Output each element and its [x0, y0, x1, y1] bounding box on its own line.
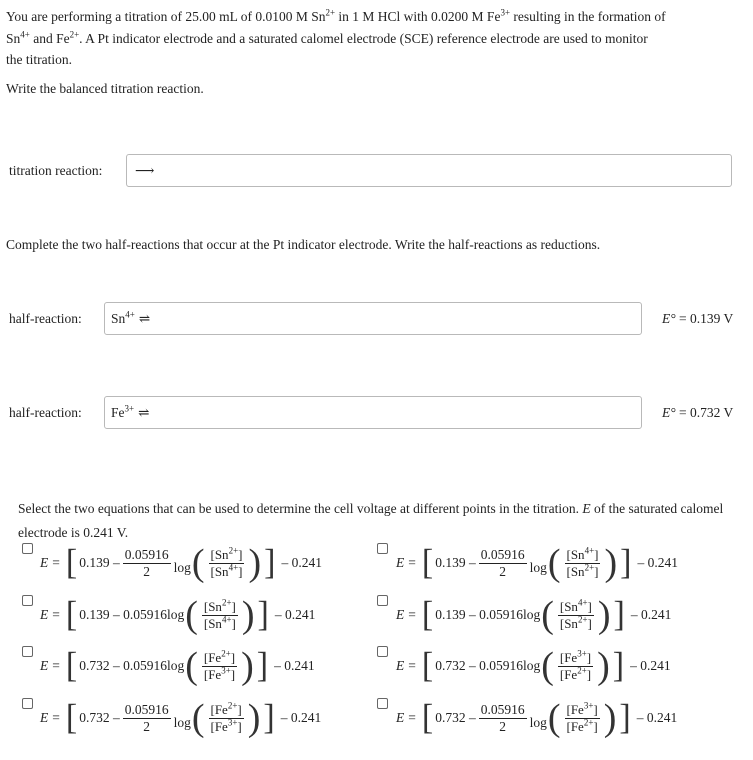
right-bracket: ] — [263, 698, 275, 737]
equation-sce-term: – 0.241 — [281, 555, 322, 570]
equation-e-symbol: E — [396, 607, 405, 622]
equation-equals: = — [52, 658, 60, 673]
left-bracket: [ — [65, 646, 78, 685]
equation-option-6[interactable] — [396, 643, 671, 689]
denominator-charge: 3+ — [221, 665, 231, 676]
half-reaction-2-input[interactable] — [104, 396, 642, 429]
equation-sce-term: – 0.241 — [274, 658, 315, 673]
concentration-numerator: $[Sn^{4+}]$ — [566, 545, 599, 562]
equation-option-4-checkbox[interactable] — [377, 595, 388, 606]
numerator-charge: 4+ — [577, 597, 588, 608]
equilibrium-arrow-icon: ⇌ — [138, 404, 150, 420]
equation-e-symbol: E — [396, 710, 405, 725]
select-equations-instructions: Select the two equations that can be used to determine the cell voltage at different points in the titration. E of the saturated calomel electrode is 0.241 V. — [18, 501, 724, 540]
left-paren: ( — [185, 645, 198, 687]
titration-reaction-label: titration reaction: — [9, 163, 103, 178]
equation-e-symbol: E — [40, 710, 49, 725]
concentration-numerator: $[Fe^{2+}]$ — [203, 648, 236, 665]
denominator-charge: 2+ — [583, 717, 594, 728]
right-paren: ) — [247, 697, 261, 739]
equation-option-3[interactable] — [40, 592, 315, 638]
half-reaction-1-label: half-reaction: — [9, 311, 82, 326]
half-reaction-2-label: half-reaction: — [9, 405, 82, 420]
equation-coefficient-fraction — [479, 547, 527, 580]
equation-sce-term: – 0.241 — [637, 555, 678, 570]
reaction-arrow-icon: ⟶ — [135, 162, 155, 178]
half-reaction-1-standard-potential: E° = 0.139 V — [662, 311, 734, 326]
concentration-denominator: $[Sn^{4+}]$ — [203, 614, 236, 631]
concentration-numerator: $[Fe^{3+}]$ — [566, 700, 598, 717]
concentration-denominator: $[Fe^{2+}]$ — [566, 717, 598, 734]
equation-equals: = — [408, 607, 416, 622]
equation-standard-term: 0.139 – 0.05916log — [435, 607, 541, 622]
equation-coefficient-fraction — [123, 702, 171, 735]
equation-option-5-checkbox[interactable] — [22, 646, 33, 657]
coefficient-denominator: 2 — [143, 718, 151, 734]
coefficient-numerator: 0.05916 — [480, 701, 525, 717]
right-paren: ) — [604, 542, 618, 584]
numerator-charge: 3+ — [583, 700, 594, 711]
concentration-numerator: $[Sn^{4+}]$ — [559, 597, 592, 614]
left-bracket: [ — [65, 698, 78, 737]
left-bracket: [ — [421, 543, 434, 582]
concentration-ratio — [202, 650, 237, 683]
equation-standard-term: 0.139 – 0.05916log — [79, 607, 185, 622]
equation-option-8[interactable] — [396, 695, 677, 741]
concentration-denominator: $[Fe^{3+}]$ — [203, 665, 236, 682]
equation-log: log — [173, 560, 191, 575]
equation-log: log — [529, 560, 547, 575]
right-bracket: ] — [612, 646, 625, 685]
half-reaction-2-standard-potential: E° = 0.732 V — [662, 405, 734, 420]
concentration-ratio — [202, 599, 238, 632]
question-balanced-reaction: Write the balanced titration reaction. — [6, 81, 204, 96]
intro-line-3: the titration. — [6, 52, 72, 67]
equation-sce-term: – 0.241 — [280, 710, 322, 725]
problem-statement — [6, 6, 741, 71]
equation-e-symbol: E — [40, 607, 49, 622]
right-bracket: ] — [613, 595, 625, 634]
equation-option-6-checkbox[interactable] — [377, 646, 388, 657]
numerator-charge: 2+ — [221, 648, 231, 659]
equation-equals: = — [408, 555, 416, 570]
left-bracket: [ — [65, 543, 78, 582]
equation-log: log — [173, 715, 191, 730]
numerator-charge: 3+ — [577, 648, 587, 659]
equation-option-3-checkbox[interactable] — [22, 595, 33, 606]
equation-standard-term: 0.732 – 0.05916log — [79, 658, 185, 673]
left-bracket: [ — [65, 595, 78, 634]
concentration-ratio — [209, 547, 245, 580]
right-bracket: ] — [264, 543, 276, 582]
concentration-numerator: $[Fe^{3+}]$ — [559, 648, 592, 665]
concentration-ratio — [565, 547, 601, 580]
question-half-reactions: Complete the two half-reactions that occur at the Pt indicator electrode. Write the half-reactions as reductions. — [6, 237, 601, 252]
equation-option-7-checkbox[interactable] — [22, 698, 33, 709]
equation-equals: = — [52, 710, 60, 725]
right-bracket: ] — [256, 646, 269, 685]
equation-log: log — [529, 715, 547, 730]
denominator-charge: 3+ — [227, 717, 238, 728]
right-bracket: ] — [619, 698, 631, 737]
right-paren: ) — [241, 594, 255, 636]
right-paren: ) — [597, 594, 611, 636]
coefficient-denominator: 2 — [499, 718, 507, 734]
numerator-charge: 4+ — [584, 545, 595, 556]
equation-option-2[interactable] — [396, 540, 678, 586]
equation-coefficient-fraction — [479, 702, 527, 735]
right-paren: ) — [241, 645, 254, 687]
left-bracket: [ — [421, 646, 434, 685]
denominator-charge: 4+ — [221, 614, 232, 625]
equation-e-symbol: E — [40, 555, 49, 570]
equation-equals: = — [408, 658, 416, 673]
equilibrium-arrow-icon: ⇌ — [138, 310, 151, 326]
coefficient-denominator: 2 — [143, 563, 151, 579]
left-paren: ( — [185, 594, 198, 636]
equation-option-1[interactable] — [40, 540, 322, 586]
concentration-numerator: $[Fe^{2+}]$ — [210, 700, 242, 717]
equation-standard-term: 0.139 – — [79, 555, 120, 570]
half-reaction-2-species: $Fe^{3+}$ — [111, 403, 135, 420]
coefficient-numerator: 0.05916 — [124, 701, 169, 717]
intro-line-2: $Sn^{4+}$ and $Fe^{2+}$. A Pt indicator electrode and a saturated calomel electrode (SCE) reference electrode are used to monitor — [6, 29, 648, 46]
equation-option-4[interactable] — [396, 592, 671, 638]
concentration-ratio — [558, 599, 594, 632]
right-paren: ) — [248, 542, 262, 584]
right-paren: ) — [597, 645, 610, 687]
concentration-ratio — [565, 702, 600, 735]
left-paren: ( — [191, 697, 205, 739]
denominator-charge: 2+ — [577, 665, 587, 676]
coefficient-numerator: 0.05916 — [124, 546, 169, 562]
intro-line-1: You are performing a titration of 25.00 mL of 0.0100 M $Sn^{2+}$ in 1 M HCl with 0.0200 M $Fe^{3+}$ resulting in the formation of — [6, 7, 666, 24]
left-bracket: [ — [421, 698, 434, 737]
equation-sce-term: – 0.241 — [630, 658, 671, 673]
equation-standard-term: 0.732 – 0.05916log — [435, 658, 541, 673]
equation-equals: = — [408, 710, 416, 725]
equation-e-symbol: E — [396, 658, 405, 673]
equation-option-2-checkbox[interactable] — [377, 543, 388, 554]
denominator-charge: 2+ — [577, 614, 588, 625]
equation-equals: = — [52, 607, 60, 622]
concentration-denominator: $[Fe^{2+}]$ — [559, 665, 592, 682]
concentration-numerator: $[Sn^{2+}]$ — [203, 597, 236, 614]
left-paren: ( — [541, 645, 554, 687]
equation-equals: = — [52, 555, 60, 570]
equation-option-1-checkbox[interactable] — [22, 543, 33, 554]
titration-reaction-input[interactable] — [126, 154, 732, 187]
concentration-denominator: $[Sn^{2+}]$ — [566, 562, 599, 579]
left-paren: ( — [541, 594, 554, 636]
half-reaction-1-input[interactable] — [104, 302, 642, 335]
equation-standard-term: 0.732 – — [435, 710, 476, 725]
equation-e-symbol: E — [40, 658, 49, 673]
numerator-charge: 2+ — [227, 700, 238, 711]
equation-sce-term: – 0.241 — [636, 710, 678, 725]
right-paren: ) — [603, 697, 617, 739]
equation-e-symbol: E — [396, 555, 405, 570]
equation-option-5[interactable] — [40, 643, 315, 689]
left-paren: ( — [191, 542, 205, 584]
concentration-ratio — [209, 702, 244, 735]
denominator-charge: 4+ — [228, 562, 239, 573]
denominator-charge: 2+ — [584, 562, 595, 573]
equation-standard-term: 0.139 – — [435, 555, 476, 570]
left-paren: ( — [547, 542, 561, 584]
equation-option-7[interactable] — [40, 695, 321, 741]
concentration-ratio — [558, 650, 593, 683]
concentration-denominator: $[Fe^{3+}]$ — [210, 717, 242, 734]
left-paren: ( — [547, 697, 561, 739]
equation-sce-term: – 0.241 — [274, 607, 316, 622]
concentration-numerator: $[Sn^{2+}]$ — [210, 545, 243, 562]
numerator-charge: 2+ — [228, 545, 239, 556]
half-reaction-1-species: $Sn^{4+}$ — [111, 309, 135, 326]
concentration-denominator: $[Sn^{4+}]$ — [210, 562, 243, 579]
equation-sce-term: – 0.241 — [630, 607, 672, 622]
equation-coefficient-fraction — [123, 547, 171, 580]
equation-option-8-checkbox[interactable] — [377, 698, 388, 709]
equation-standard-term: 0.732 – — [79, 710, 120, 725]
coefficient-denominator: 2 — [499, 563, 507, 579]
right-bracket: ] — [620, 543, 632, 582]
coefficient-numerator: 0.05916 — [480, 546, 525, 562]
right-bracket: ] — [257, 595, 269, 634]
concentration-denominator: $[Sn^{2+}]$ — [559, 614, 592, 631]
numerator-charge: 2+ — [221, 597, 232, 608]
left-bracket: [ — [421, 595, 434, 634]
